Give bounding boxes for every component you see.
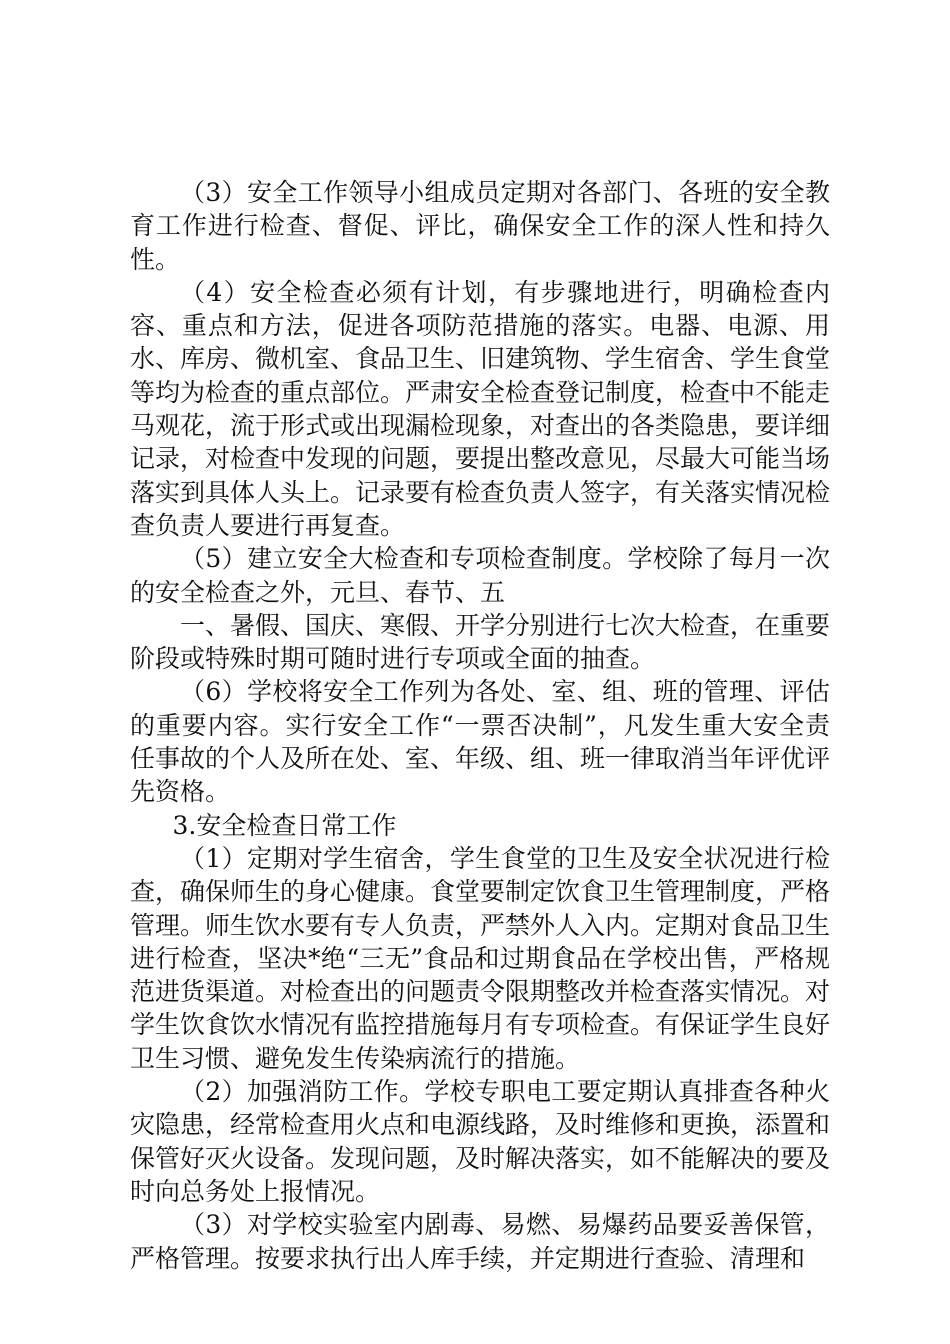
paragraph-item-6: （6）学校将安全工作列为各处、室、组、班的管理、评估的重要内容。实行安全工作“一票否决制”，凡发生重大安全责任事故的个人及所在处、室、年级、组、班一律取消当年评优评先资格。: [130, 677, 831, 807]
paragraph-daily-2: （2）加强消防工作。学校专职电工要定期认真排查各种火灾隐患，经常检查用火点和电源线路，及时维修和更换，添置和保管好灭火设备。发现问题，及时解决落实，如不能解决的要及时向总务处上报情况。: [130, 1077, 831, 1206]
paragraph-daily-1: （1）定期对学生宿舍，学生食堂的卫生及安全状况进行检查，确保师生的身心健康。食堂要制定饮食卫生管理制度，严格管理。师生饮水要有专人负责，严禁外人入内。定期对食品卫生进行检查，坚决*绝“三无”食品和过期食品在学校出售，严格规范进货渠道。对检查出的问题责令限期整改并检查落实情况。对学生饮食饮水情况有监控措施每月有专项检查。有保证学生良好卫生习惯、避免发生传染病流行的措施。: [130, 843, 831, 1073]
paragraph-continuation: 一、暑假、国庆、寒假、开学分别进行七次大检查，在重要阶段或特殊时期可随时进行专项或全面的抽查。: [130, 610, 831, 674]
paragraph-item-3: （3）安全工作领导小组成员定期对各部门、各班的安全教育工作进行检查、督促、评比，确保安全工作的深人性和持久性。: [130, 178, 830, 274]
document-page: [130, 176, 830, 1275]
paragraph-item-4: （4）安全检查必须有计划，有步骤地进行，明确检查内容、重点和方法，促进各项防范措施的落实。电器、电源、用水、库房、微机室、食品卫生、旧建筑物、学生宿舍、学生食堂等均为检查的重点部位。严肃安全检查登记制度，检查中不能走马观花，流于形式或出现漏检现象，对查出的各类隐患，要详细记录，对检查中发现的问题，要提出整改意见，尽最大可能当场落实到具体人头上。记录要有检查负责人签字，有关落实情况检查负责人要进行再复查。: [130, 277, 831, 540]
paragraph-item-5: （5）建立安全大检查和专项检查制度。学校除了每月一次的安全检查之外，元旦、春节、五: [130, 544, 830, 607]
paragraph-daily-3: （3）对学校实验室内剧毒、易燃、易爆药品要妥善保管，严格管理。按要求执行出人库手续，并定期进行查验、清理和: [130, 1210, 830, 1273]
section-heading: 3.安全检查日常工作: [172, 810, 397, 840]
